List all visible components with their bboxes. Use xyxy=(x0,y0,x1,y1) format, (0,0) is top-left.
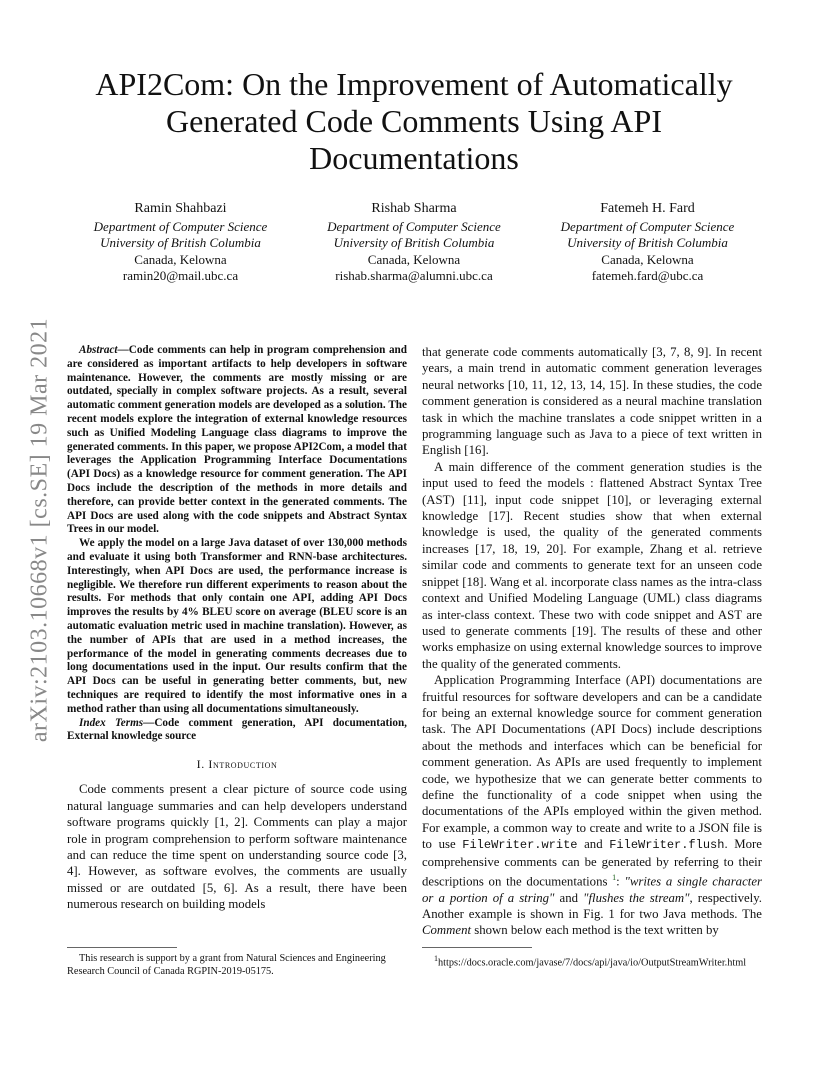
intro-p3-part-b: . More comprehensive comments can be generated by referring to their descriptions on the documentations xyxy=(422,837,762,889)
author-email: rishab.sharma@alumni.ubc.ca xyxy=(335,268,493,283)
quote-writes: "writes a single character or a portion of a string" xyxy=(422,874,762,905)
paper-title: API2Com: On the Improvement of Automatically Generated Code Comments Using API Documentations xyxy=(95,66,733,176)
funding-footnote-text: This research is support by a grant from Natural Sciences and Engineering Research Council of Canada RGPIN-2019-05175. xyxy=(67,953,386,977)
author-location: Canada, Kelowna xyxy=(367,251,461,267)
section-heading-introduction: I. Introduction xyxy=(196,757,278,772)
code-filewriter-flush: FileWriter.flush xyxy=(609,838,725,853)
footnote-marker[interactable]: 1 xyxy=(612,873,617,882)
url-footnote xyxy=(422,947,762,969)
intro-paragraph-1: Code comments present a clear picture of source code using natural language summaries and can help developers understand software programs quickly [1, 2]. Comments can play a major role in program comprehension to perform software maintenance and can reduce the time spent on understanding source code [3, 4]. However, as software evolves, the comments are usually missed or are outdated [5, 6]. As a result, there have been numerous research on building models xyxy=(67,782,407,912)
intro-p3-part-d: and xyxy=(554,890,584,905)
intro-paragraph-2: A main difference of the comment generation studies is the input used to feed the models : flattened Abstract Syntax Tree (AST) [11], input code snippet [10], or leveraging external knowledge [17]. Recent studies show that when external knowledge is used, the quality of the generated comments increases [17, 18, 19, 20]. For example, Zhang et al. retrieve similar code and comments to generate text for an unseen code snippet [18]. Wang et al. incorporate class names as the intra-class context and Unified Modeling Language (UML) class diagrams as inter-class context. These two with code snippet and AST are used to generate comments [19]. The results of these and other works emphasize on using external knowledge sources to improve the quality of the generated comments. xyxy=(422,459,762,671)
intro-right-body xyxy=(422,344,762,939)
author-dept: Department of Computer Science xyxy=(560,218,735,234)
author-email: fatemeh.fard@ubc.ca xyxy=(591,268,704,283)
author-email: ramin20@mail.ubc.ca xyxy=(122,268,239,283)
author-name: Fatemeh H. Fard xyxy=(600,201,695,216)
index-terms-text: Code comment generation, API documentation, External knowledge source xyxy=(67,716,407,743)
intro-p3-part-c: : xyxy=(616,874,625,889)
intro-paragraph-1-continued: that generate code comments automatically [3, 7, 8, 9]. In recent years, a main trend in automatic comment generation leverages neural networks [10, 11, 12, 13, 14, 15]. In these studies, the code comment generation is considered as a neural machine translation task in which the machine translates a code snippet written in a programming language such as Java to a piece of text written in English [16]. xyxy=(422,345,762,458)
author-2 xyxy=(302,201,527,285)
url-footnote-text xyxy=(422,952,762,969)
author-block xyxy=(68,201,760,285)
abstract-label: Abstract xyxy=(79,344,118,356)
author-3 xyxy=(535,201,760,285)
author-name: Rishab Sharma xyxy=(371,201,457,216)
author-univ: University of British Columbia xyxy=(567,235,728,250)
author-location: Canada, Kelowna xyxy=(601,251,694,267)
right-column xyxy=(422,344,762,939)
quote-flushes: "flushes the stream" xyxy=(583,890,690,905)
intro-p3-and: and xyxy=(584,837,603,852)
author-univ: University of British Columbia xyxy=(333,235,495,250)
left-column xyxy=(67,344,407,913)
author-univ: University of British Columbia xyxy=(100,235,261,250)
code-filewriter-write: FileWriter.write xyxy=(462,838,578,853)
intro-left-body xyxy=(67,781,407,912)
footnote-rule xyxy=(422,947,532,948)
author-location: Canada, Kelowna xyxy=(134,251,227,267)
author-dept: Department of Computer Science xyxy=(93,218,268,234)
index-terms: Index Terms—Code comment generation, API documentation, External knowledge source xyxy=(67,716,407,743)
arxiv-identifier-text: arXiv:2103.10668v1 [cs.SE] 19 Mar 2021 xyxy=(26,317,53,743)
intro-p3-part-e: , respectively. Another example is shown in Fig. 1 for two Java methods. The xyxy=(422,890,762,922)
funding-footnote xyxy=(67,947,407,978)
author-1 xyxy=(68,201,293,285)
arxiv-identifier xyxy=(20,290,60,770)
url-footnote-link[interactable]: https://docs.oracle.com/javase/7/docs/api/java/io/OutputStreamWriter.html xyxy=(438,957,747,969)
abstract xyxy=(67,344,407,744)
index-terms-label: Index Terms xyxy=(79,716,144,729)
comment-word: Comment xyxy=(422,923,472,938)
intro-p3-part-a: Application Programming Interface (API) documentations are fruitful resources for software developers and can be a candidate for being an external knowledge source for comment generation task. The API Documentations (API Docs) include descriptions about the methods and interfaces which can be beneficial for comment generation. As APIs are used frequently to implement code, we hypothesize that we can generate better comments to define the functionality of a code snippet when using the documentations of the APIs employed within the given method. For example, a common way to create and write to a JSON file is to use xyxy=(422,673,762,852)
abstract-text-1: Code comments can help in program comprehension and are considered as important artifacts to help developers in software maintenance. However, the comments are mostly missing or are outdated, specially in complex software projects. As a result, several automatic comment generation models are developed as a solution. The recent models explore the integration of external knowledge resources such as Unified Modeling Language class diagrams to improve the generated comments. In this paper, we propose API2Com, a model that leverages the Application Programming Interface Documentations (API Docs) as a knowledge resource for comment generation. The API Docs include the description of the methods in more details and therefore, can provide better context in the generated comments. The API Docs are used along with the code snippets and Abstract Syntax Trees in our model. xyxy=(67,344,407,536)
author-dept: Department of Computer Science xyxy=(327,218,501,234)
intro-p3-part-f: shown below each method is the text written by xyxy=(471,923,719,938)
abstract-paragraph-1: Abstract—Code comments can help in program comprehension and are considered as important artifacts to help developers in software maintenance. However, the comments are mostly missing or are outdated, specially in complex software projects. As a result, several automatic comment generation models are developed as a solution. The recent models explore the integration of external knowledge resources such as Unified Modeling Language class diagrams to improve the generated comments. In this paper, we propose API2Com, a model that leverages the Application Programming Interface Documentations (API Docs) as a knowledge resource for comment generation. The API Docs include the description of the methods in more details and therefore, can provide better context in the generated comments. The API Docs are used along with the code snippets and Abstract Syntax Trees in our model. xyxy=(67,344,407,536)
url-footnote-mark: 1 xyxy=(434,954,438,963)
intro-paragraph-3 xyxy=(422,672,762,939)
abstract-paragraph-2: We apply the model on a large Java dataset of over 130,000 methods and evaluate it using both Transformer and RNN-base architectures. Interestingly, when API Docs are used, the performance increase is negligible. We therefore run different experiments to reason about the results. For methods that only contain one API, adding API Docs improves the results by 4% BLEU score on average (BLEU score is an automatic evaluation metric used in machine translation). However, as the number of APIs that are used in a method increases, the performance of the model in generating comments decreases due to long documentations used in the input. Our results confirm that the API Docs can be useful in generating better comments, but, new techniques are required to identify the most informative ones in a method rather than using all documentations simultaneously. xyxy=(67,537,407,715)
footnote-rule xyxy=(67,947,177,948)
author-name: Ramin Shahbazi xyxy=(134,201,227,216)
